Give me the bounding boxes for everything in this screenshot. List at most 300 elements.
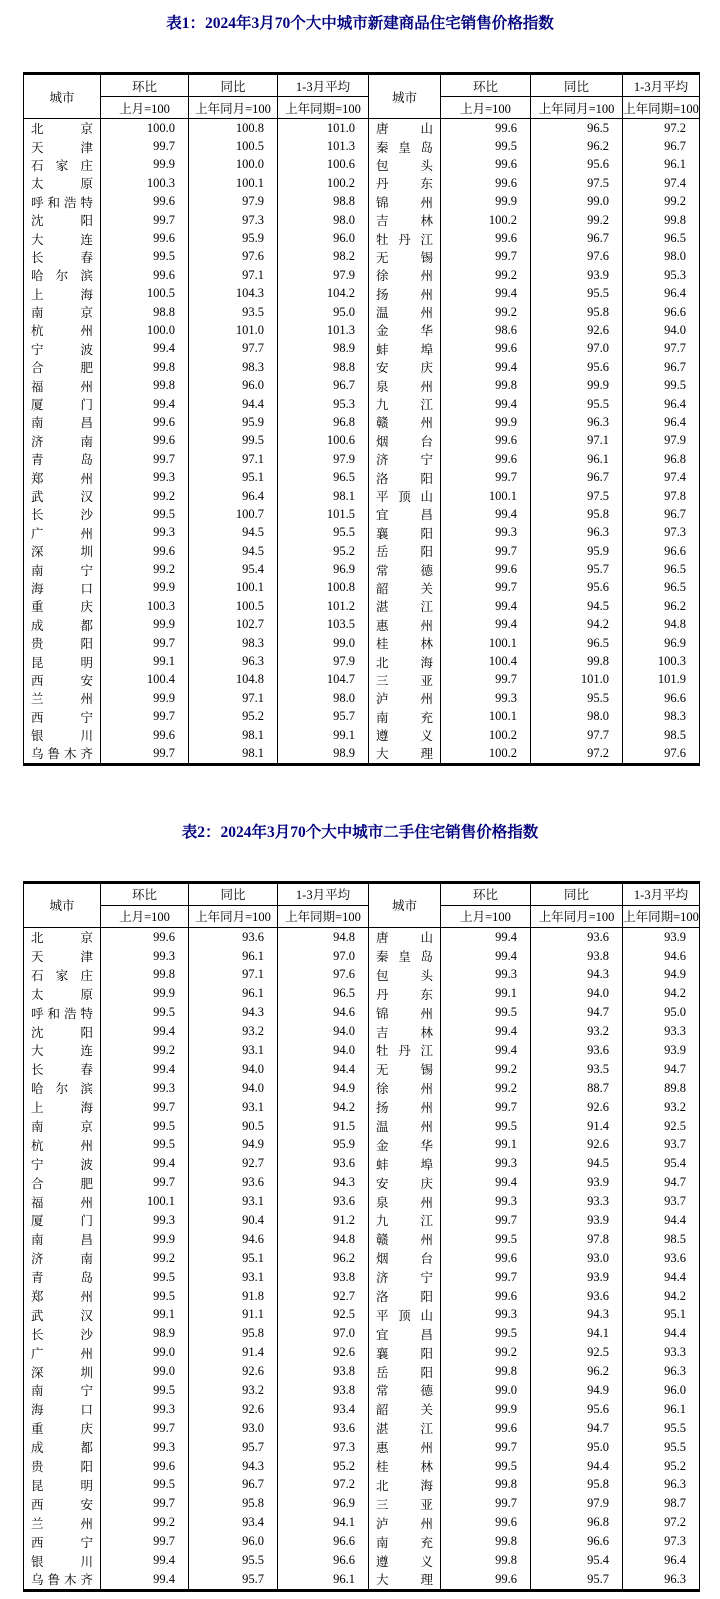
mom-value-cell: 99.3 [441, 1305, 531, 1324]
yoy-value-cell: 91.8 [189, 1287, 278, 1306]
city-cell: 厦 门 [24, 1211, 101, 1230]
mom-value-cell: 99.7 [101, 1494, 189, 1513]
mom-value-cell: 100.0 [101, 321, 189, 339]
yoy-value-cell: 96.3 [531, 413, 623, 431]
table-row [24, 1268, 700, 1287]
mom-value-cell: 99.5 [101, 1117, 189, 1136]
yoy-value-cell: 95.5 [531, 689, 623, 707]
avg-value-cell: 93.8 [278, 1268, 369, 1287]
mom-value-cell: 99.6 [441, 1287, 531, 1306]
avg-value-cell: 95.2 [278, 1457, 369, 1476]
avg-value-cell: 93.4 [278, 1400, 369, 1419]
city-cell: 宁 波 [24, 1154, 101, 1173]
mom-value-cell: 99.5 [441, 1230, 531, 1249]
city-cell: 贵 阳 [24, 634, 101, 652]
mom-value-cell: 99.7 [101, 708, 189, 726]
mom-value-cell: 100.1 [101, 1192, 189, 1211]
avg-value-cell: 96.5 [623, 229, 700, 247]
city-cell: 乌 鲁 木 齐 [24, 1570, 101, 1590]
avg-value-cell: 94.7 [623, 1173, 700, 1192]
city-cell: 包 头 [369, 965, 441, 984]
mom-value-cell: 99.0 [101, 1362, 189, 1381]
avg-value-cell: 98.0 [278, 689, 369, 707]
avg-value-cell: 96.5 [623, 560, 700, 578]
mom-value-cell: 99.5 [101, 248, 189, 266]
avg-value-cell: 92.6 [278, 1343, 369, 1362]
yoy-value-cell: 95.4 [189, 560, 278, 578]
mom-value-cell: 99.9 [101, 984, 189, 1003]
table-row [24, 137, 700, 155]
yoy-value-cell: 92.6 [189, 1362, 278, 1381]
yoy-value-cell: 97.5 [531, 487, 623, 505]
mom-value-cell: 99.7 [441, 1494, 531, 1513]
table-row [24, 1476, 700, 1495]
avg-value-cell: 93.6 [623, 1249, 700, 1268]
city-cell: 襄 阳 [369, 524, 441, 542]
avg-value-cell: 96.6 [623, 303, 700, 321]
avg-value-cell: 97.2 [623, 1513, 700, 1532]
yoy-value-cell: 97.8 [531, 1230, 623, 1249]
avg-value-cell: 94.3 [278, 1173, 369, 1192]
yoy-value-cell: 93.1 [189, 1268, 278, 1287]
avg-value-cell: 96.6 [278, 1551, 369, 1570]
yoy-value-cell: 98.0 [531, 708, 623, 726]
city-cell: 武 汉 [24, 1305, 101, 1324]
yoy-value-cell: 90.5 [189, 1117, 278, 1136]
yoy-value-cell: 92.6 [531, 321, 623, 339]
avg-value-cell: 97.6 [623, 744, 700, 764]
yoy-value-cell: 94.5 [189, 524, 278, 542]
city-cell: 沈 阳 [24, 1022, 101, 1041]
yoy-value-cell: 96.1 [531, 450, 623, 468]
city-cell: 惠 州 [369, 1438, 441, 1457]
avg-value-cell: 94.0 [623, 321, 700, 339]
city-cell: 金 华 [369, 1135, 441, 1154]
mom-value-cell: 99.6 [101, 542, 189, 560]
table-row [24, 1419, 700, 1438]
yoy-value-cell: 95.7 [531, 1570, 623, 1590]
avg-value-cell: 95.0 [623, 1003, 700, 1022]
yoy-value-cell: 94.1 [531, 1324, 623, 1343]
avg-value-cell: 92.5 [623, 1117, 700, 1136]
city-cell: 泉 州 [369, 376, 441, 394]
yoy-value-cell: 96.0 [189, 376, 278, 394]
mom-value-cell: 99.7 [441, 1268, 531, 1287]
avg-value-cell: 94.9 [278, 1079, 369, 1098]
city-cell: 吉 林 [369, 1022, 441, 1041]
city-cell: 沈 阳 [24, 211, 101, 229]
table-row [24, 689, 700, 707]
city-cell: 济 宁 [369, 1268, 441, 1287]
table-row [24, 156, 700, 174]
yoy-value-cell: 97.2 [531, 744, 623, 764]
table-row [24, 1532, 700, 1551]
yoy-value-cell: 100.0 [189, 156, 278, 174]
yoy-value-cell: 96.1 [189, 947, 278, 966]
mom-value-cell: 99.3 [441, 524, 531, 542]
mom-value-cell: 99.3 [101, 468, 189, 486]
mom-value-cell: 99.1 [101, 652, 189, 670]
yoy-value-cell: 95.2 [189, 708, 278, 726]
yoy-value-cell: 95.4 [531, 1551, 623, 1570]
yoy-value-cell: 94.7 [531, 1419, 623, 1438]
city-cell: 宁 波 [24, 340, 101, 358]
mom-value-cell: 100.3 [101, 174, 189, 192]
city-cell: 乌 鲁 木 齐 [24, 744, 101, 764]
city-cell: 常 德 [369, 1381, 441, 1400]
yoy-value-cell: 97.9 [531, 1494, 623, 1513]
header-city-left: 城市 [24, 74, 101, 119]
yoy-value-cell: 93.6 [531, 927, 623, 946]
city-cell: 洛 阳 [369, 1287, 441, 1306]
avg-value-cell: 96.8 [278, 413, 369, 431]
mom-value-cell: 99.6 [441, 1513, 531, 1532]
table-row [24, 505, 700, 523]
header-city-left: 城市 [24, 882, 101, 927]
yoy-value-cell: 91.4 [189, 1343, 278, 1362]
mom-value-cell: 99.6 [441, 229, 531, 247]
mom-value-cell: 99.3 [441, 689, 531, 707]
header-avg-base-left: 上年同期=100 [278, 905, 369, 927]
yoy-value-cell: 93.6 [531, 1041, 623, 1060]
yoy-value-cell: 94.3 [189, 1003, 278, 1022]
mom-value-cell: 99.9 [101, 579, 189, 597]
mom-value-cell: 100.2 [441, 211, 531, 229]
avg-value-cell: 94.6 [623, 947, 700, 966]
avg-value-cell: 94.2 [278, 1098, 369, 1117]
mom-value-cell: 99.3 [101, 524, 189, 542]
mom-value-cell: 99.0 [441, 1381, 531, 1400]
city-cell: 徐 州 [369, 266, 441, 284]
yoy-value-cell: 99.9 [531, 376, 623, 394]
mom-value-cell: 99.5 [101, 1135, 189, 1154]
mom-value-cell: 99.6 [101, 432, 189, 450]
city-cell: 银 川 [24, 1551, 101, 1570]
table-row [24, 652, 700, 670]
mom-value-cell: 99.9 [101, 616, 189, 634]
mom-value-cell: 98.8 [101, 303, 189, 321]
avg-value-cell: 98.0 [278, 211, 369, 229]
city-cell: 泸 州 [369, 1513, 441, 1532]
city-cell: 大 理 [369, 744, 441, 764]
table-row [24, 487, 700, 505]
avg-value-cell: 97.4 [623, 468, 700, 486]
yoy-value-cell: 97.5 [531, 174, 623, 192]
yoy-value-cell: 93.2 [189, 1381, 278, 1400]
avg-value-cell: 95.5 [623, 1438, 700, 1457]
avg-value-cell: 89.8 [623, 1079, 700, 1098]
header-mom-right: 环比 [441, 74, 531, 97]
avg-value-cell: 99.2 [623, 193, 700, 211]
city-cell: 西 安 [24, 671, 101, 689]
yoy-value-cell: 100.1 [189, 174, 278, 192]
avg-value-cell: 95.5 [278, 524, 369, 542]
avg-value-cell: 93.6 [278, 1419, 369, 1438]
avg-value-cell: 95.3 [623, 266, 700, 284]
avg-value-cell: 93.3 [623, 1343, 700, 1362]
mom-value-cell: 99.6 [101, 927, 189, 946]
mom-value-cell: 99.8 [101, 358, 189, 376]
city-cell: 韶 关 [369, 579, 441, 597]
mom-value-cell: 99.5 [101, 505, 189, 523]
avg-value-cell: 95.7 [278, 708, 369, 726]
table-row [24, 1305, 700, 1324]
mom-value-cell: 99.7 [101, 1098, 189, 1117]
yoy-value-cell: 98.3 [189, 634, 278, 652]
city-cell: 九 江 [369, 395, 441, 413]
city-cell: 重 庆 [24, 597, 101, 615]
table-row [24, 468, 700, 486]
mom-value-cell: 99.4 [101, 1022, 189, 1041]
mom-value-cell: 99.2 [441, 1060, 531, 1079]
mom-value-cell: 99.6 [101, 229, 189, 247]
avg-value-cell: 96.4 [623, 285, 700, 303]
table-row [24, 321, 700, 339]
city-cell: 韶 关 [369, 1400, 441, 1419]
mom-value-cell: 99.4 [101, 1570, 189, 1590]
city-cell: 徐 州 [369, 1079, 441, 1098]
mom-value-cell: 99.3 [101, 1079, 189, 1098]
mom-value-cell: 100.4 [441, 652, 531, 670]
header-avg-left: 1-3月平均 [278, 882, 369, 905]
city-cell: 北 海 [369, 652, 441, 670]
city-cell: 金 华 [369, 321, 441, 339]
yoy-value-cell: 96.3 [189, 652, 278, 670]
yoy-value-cell: 98.1 [189, 744, 278, 764]
city-cell: 丹 东 [369, 984, 441, 1003]
mom-value-cell: 99.6 [441, 432, 531, 450]
avg-value-cell: 97.3 [623, 524, 700, 542]
city-cell: 唐 山 [369, 119, 441, 138]
header-avg-left: 1-3月平均 [278, 74, 369, 97]
avg-value-cell: 99.0 [278, 634, 369, 652]
yoy-value-cell: 95.8 [531, 1476, 623, 1495]
city-cell: 长 沙 [24, 505, 101, 523]
mom-value-cell: 99.4 [441, 1022, 531, 1041]
yoy-value-cell: 95.9 [189, 229, 278, 247]
header-mom-left: 环比 [101, 882, 189, 905]
mom-value-cell: 99.7 [441, 1438, 531, 1457]
header-avg-base-right: 上年同期=100 [623, 97, 700, 119]
header-mom-base-right: 上月=100 [441, 905, 531, 927]
yoy-value-cell: 93.3 [531, 1192, 623, 1211]
mom-value-cell: 99.2 [441, 266, 531, 284]
yoy-value-cell: 92.6 [531, 1135, 623, 1154]
table-row [24, 193, 700, 211]
city-cell: 深 圳 [24, 1362, 101, 1381]
yoy-value-cell: 90.4 [189, 1211, 278, 1230]
city-cell: 长 沙 [24, 1324, 101, 1343]
avg-value-cell: 94.7 [623, 1060, 700, 1079]
yoy-value-cell: 96.1 [189, 984, 278, 1003]
table-row [24, 266, 700, 284]
table-row [24, 579, 700, 597]
avg-value-cell: 96.6 [623, 542, 700, 560]
mom-value-cell: 99.6 [441, 1249, 531, 1268]
city-cell: 呼 和 浩 特 [24, 1003, 101, 1022]
avg-value-cell: 96.0 [623, 1381, 700, 1400]
mom-value-cell: 99.5 [101, 1287, 189, 1306]
mom-value-cell: 99.1 [101, 1305, 189, 1324]
table-row [24, 1173, 700, 1192]
avg-value-cell: 95.2 [623, 1457, 700, 1476]
avg-value-cell: 91.2 [278, 1211, 369, 1230]
city-cell: 三 亚 [369, 671, 441, 689]
mom-value-cell: 99.9 [441, 193, 531, 211]
table-row [24, 1022, 700, 1041]
mom-value-cell: 100.5 [101, 285, 189, 303]
table-row [24, 616, 700, 634]
mom-value-cell: 99.7 [101, 1532, 189, 1551]
city-cell: 昆 明 [24, 652, 101, 670]
mom-value-cell: 99.4 [441, 285, 531, 303]
avg-value-cell: 95.4 [623, 1154, 700, 1173]
table-row [24, 560, 700, 578]
mom-value-cell: 98.6 [441, 321, 531, 339]
avg-value-cell: 98.8 [278, 358, 369, 376]
header-avg-right: 1-3月平均 [623, 882, 700, 905]
table-row [24, 726, 700, 744]
avg-value-cell: 99.5 [623, 376, 700, 394]
yoy-value-cell: 94.4 [189, 395, 278, 413]
city-cell: 北 京 [24, 927, 101, 946]
yoy-value-cell: 93.8 [531, 947, 623, 966]
city-cell: 杭 州 [24, 321, 101, 339]
avg-value-cell: 97.9 [278, 652, 369, 670]
table1-title: 表1：2024年3月70个大中城市新建商品住宅销售价格指数 [166, 15, 554, 32]
avg-value-cell: 104.7 [278, 671, 369, 689]
avg-value-cell: 93.9 [623, 1041, 700, 1060]
yoy-value-cell: 94.0 [189, 1060, 278, 1079]
city-cell: 广 州 [24, 1343, 101, 1362]
header-city-right: 城市 [369, 882, 441, 927]
city-cell: 武 汉 [24, 487, 101, 505]
mom-value-cell: 99.3 [441, 965, 531, 984]
yoy-value-cell: 93.9 [531, 1173, 623, 1192]
city-cell: 牡 丹 江 [369, 229, 441, 247]
avg-value-cell: 94.4 [623, 1211, 700, 1230]
yoy-value-cell: 95.8 [531, 505, 623, 523]
yoy-value-cell: 96.3 [531, 524, 623, 542]
avg-value-cell: 96.4 [623, 395, 700, 413]
table-row [24, 285, 700, 303]
avg-value-cell: 96.7 [623, 358, 700, 376]
city-cell: 南 京 [24, 1117, 101, 1136]
avg-value-cell: 96.8 [623, 450, 700, 468]
city-cell: 唐 山 [369, 927, 441, 946]
yoy-value-cell: 93.5 [531, 1060, 623, 1079]
yoy-value-cell: 95.6 [531, 1400, 623, 1419]
yoy-value-cell: 93.0 [531, 1249, 623, 1268]
city-cell: 天 津 [24, 947, 101, 966]
avg-value-cell: 94.6 [278, 1003, 369, 1022]
yoy-value-cell: 95.7 [189, 1438, 278, 1457]
table-row [24, 927, 700, 946]
mom-value-cell: 99.4 [441, 597, 531, 615]
mom-value-cell: 99.5 [441, 137, 531, 155]
table-row [24, 671, 700, 689]
table2-body [24, 927, 700, 1590]
mom-value-cell: 99.2 [441, 1079, 531, 1098]
city-cell: 西 宁 [24, 708, 101, 726]
avg-value-cell: 97.3 [278, 1438, 369, 1457]
table-row [24, 1249, 700, 1268]
city-cell: 南 京 [24, 303, 101, 321]
yoy-value-cell: 95.7 [189, 1570, 278, 1590]
mom-value-cell: 99.9 [441, 1400, 531, 1419]
city-cell: 长 春 [24, 1060, 101, 1079]
yoy-value-cell: 97.6 [189, 248, 278, 266]
avg-value-cell: 94.0 [278, 1022, 369, 1041]
avg-value-cell: 98.8 [278, 193, 369, 211]
mom-value-cell: 99.2 [441, 1343, 531, 1362]
yoy-value-cell: 95.6 [531, 156, 623, 174]
avg-value-cell: 97.8 [623, 487, 700, 505]
yoy-value-cell: 94.2 [531, 616, 623, 634]
header-mom-base-left: 上月=100 [101, 97, 189, 119]
avg-value-cell: 96.0 [278, 229, 369, 247]
yoy-value-cell: 99.8 [531, 652, 623, 670]
table-row [24, 450, 700, 468]
yoy-value-cell: 95.6 [531, 579, 623, 597]
mom-value-cell: 99.4 [441, 616, 531, 634]
mom-value-cell: 99.6 [101, 193, 189, 211]
city-cell: 青 岛 [24, 450, 101, 468]
header-yoy-left: 同比 [189, 882, 278, 905]
table-row [24, 1003, 700, 1022]
table-row [24, 1154, 700, 1173]
city-cell: 厦 门 [24, 395, 101, 413]
header-yoy-base-right: 上年同月=100 [531, 97, 623, 119]
table-row [24, 1551, 700, 1570]
mom-value-cell: 99.6 [441, 119, 531, 138]
avg-value-cell: 94.2 [623, 984, 700, 1003]
avg-value-cell: 94.4 [623, 1268, 700, 1287]
avg-value-cell: 96.5 [278, 468, 369, 486]
avg-value-cell: 96.4 [623, 1551, 700, 1570]
city-cell: 包 头 [369, 156, 441, 174]
city-cell: 西 安 [24, 1494, 101, 1513]
mom-value-cell: 99.5 [441, 1324, 531, 1343]
avg-value-cell: 91.5 [278, 1117, 369, 1136]
city-cell: 南 宁 [24, 560, 101, 578]
mom-value-cell: 99.9 [441, 413, 531, 431]
yoy-value-cell: 101.0 [189, 321, 278, 339]
city-cell: 吉 林 [369, 211, 441, 229]
avg-value-cell: 97.0 [278, 1324, 369, 1343]
avg-value-cell: 93.6 [278, 1192, 369, 1211]
avg-value-cell: 93.8 [278, 1362, 369, 1381]
city-cell: 南 昌 [24, 1230, 101, 1249]
avg-value-cell: 101.5 [278, 505, 369, 523]
avg-value-cell: 98.1 [278, 487, 369, 505]
city-cell: 襄 阳 [369, 1343, 441, 1362]
yoy-value-cell: 94.5 [531, 1154, 623, 1173]
yoy-value-cell: 96.7 [189, 1476, 278, 1495]
avg-value-cell: 94.8 [278, 927, 369, 946]
avg-value-cell: 96.6 [278, 1532, 369, 1551]
avg-value-cell: 95.5 [623, 1419, 700, 1438]
city-cell: 蚌 埠 [369, 1154, 441, 1173]
mom-value-cell: 99.6 [101, 266, 189, 284]
avg-value-cell: 96.5 [623, 579, 700, 597]
table-row [24, 358, 700, 376]
city-cell: 杭 州 [24, 1135, 101, 1154]
mom-value-cell: 99.6 [101, 726, 189, 744]
yoy-value-cell: 94.4 [531, 1457, 623, 1476]
yoy-value-cell: 96.5 [531, 119, 623, 138]
table-row [24, 395, 700, 413]
